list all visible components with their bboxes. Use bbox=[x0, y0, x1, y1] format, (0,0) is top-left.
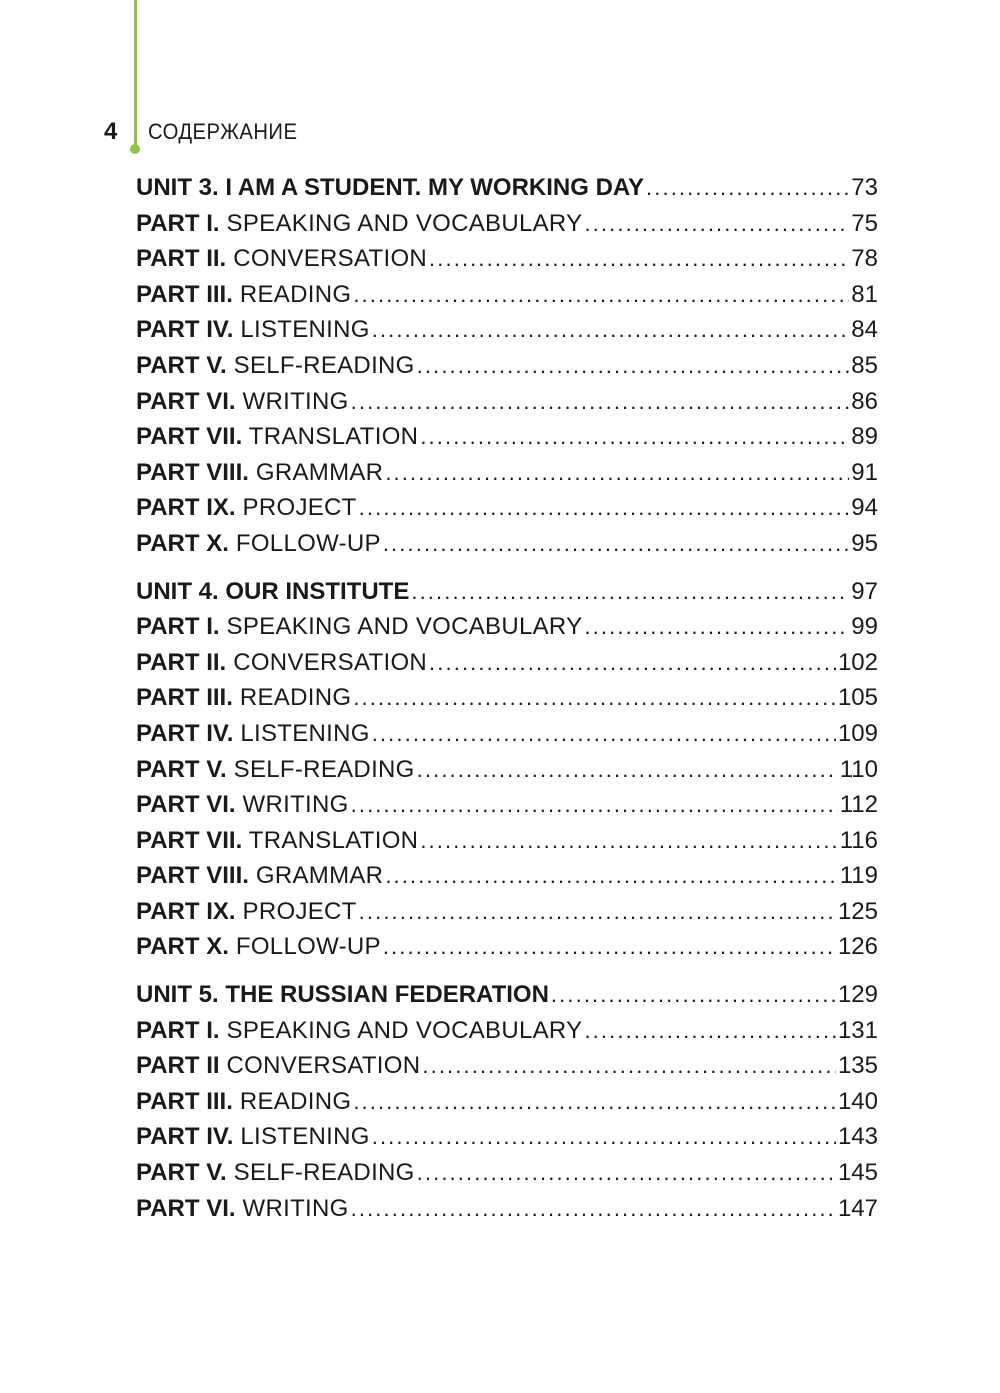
toc-part-entry[interactable] bbox=[136, 419, 878, 455]
page-ref: 94 bbox=[851, 494, 878, 522]
part-title: WRITING bbox=[235, 791, 349, 819]
toc-unit-entry[interactable] bbox=[136, 574, 878, 610]
toc-part-entry[interactable] bbox=[136, 277, 878, 313]
dot-leader bbox=[353, 277, 849, 313]
page-ref: 145 bbox=[837, 1159, 878, 1187]
page-ref: 125 bbox=[837, 897, 878, 925]
dot-leader bbox=[359, 490, 850, 526]
unit-block bbox=[136, 977, 878, 1226]
page-ref: 99 bbox=[851, 613, 878, 641]
dot-leader bbox=[417, 1155, 836, 1191]
dot-leader bbox=[429, 241, 849, 277]
toc-part-entry[interactable] bbox=[136, 206, 878, 242]
part-title: SPEAKING AND VOCABULARY bbox=[219, 1016, 583, 1044]
toc-part-entry[interactable] bbox=[136, 241, 878, 277]
page-ref: 73 bbox=[851, 174, 878, 201]
part-title: CONVERSATION bbox=[226, 245, 428, 273]
toc-part-entry[interactable] bbox=[136, 1119, 878, 1155]
part-number: PART IV. bbox=[136, 316, 234, 344]
page-ref: 147 bbox=[837, 1194, 878, 1222]
dot-leader bbox=[351, 384, 850, 420]
toc-part-entry[interactable] bbox=[136, 716, 878, 752]
part-title: TRANSLATION bbox=[242, 423, 419, 451]
unit-title: UNIT 5. THE RUSSIAN FEDERATION bbox=[136, 981, 549, 1009]
dot-leader bbox=[584, 1013, 836, 1049]
table-of-contents bbox=[136, 170, 878, 1238]
dot-leader bbox=[372, 1119, 836, 1155]
page-ref: 78 bbox=[851, 245, 878, 273]
part-number: PART III. bbox=[136, 684, 233, 712]
part-title: GRAMMAR bbox=[248, 458, 384, 486]
page-ref: 131 bbox=[837, 1016, 878, 1044]
page-ref: 81 bbox=[851, 280, 878, 308]
unit-title: UNIT 4. OUR INSTITUTE bbox=[136, 577, 410, 605]
dot-leader bbox=[359, 894, 836, 930]
part-title: SELF-READING bbox=[226, 755, 415, 783]
toc-part-entry[interactable] bbox=[136, 490, 878, 526]
toc-part-entry[interactable] bbox=[136, 645, 878, 681]
part-title: WRITING bbox=[235, 1194, 349, 1222]
toc-part-entry[interactable] bbox=[136, 1191, 878, 1227]
part-title: LISTENING bbox=[233, 316, 370, 344]
toc-part-entry[interactable] bbox=[136, 609, 878, 645]
toc-unit-entry[interactable] bbox=[136, 977, 878, 1013]
page-ref: 119 bbox=[839, 862, 878, 890]
dot-leader bbox=[422, 1048, 836, 1084]
part-number: PART II bbox=[136, 1052, 220, 1080]
toc-part-entry[interactable] bbox=[136, 858, 878, 894]
part-number: PART II. bbox=[136, 648, 227, 676]
dot-leader bbox=[429, 645, 836, 681]
page-ref: 89 bbox=[851, 423, 878, 451]
dot-leader bbox=[385, 455, 849, 491]
page-ref: 126 bbox=[837, 933, 878, 961]
part-title: FOLLOW-UP bbox=[228, 529, 381, 557]
dot-leader bbox=[411, 574, 849, 610]
part-number: PART III. bbox=[136, 1087, 233, 1115]
toc-part-entry[interactable] bbox=[136, 1013, 878, 1049]
part-number: PART VI. bbox=[136, 387, 236, 415]
dot-leader bbox=[383, 929, 836, 965]
dot-leader bbox=[417, 348, 850, 384]
dot-leader bbox=[420, 823, 837, 859]
part-title: PROJECT bbox=[235, 494, 357, 522]
part-number: PART III. bbox=[136, 280, 233, 308]
toc-part-entry[interactable] bbox=[136, 312, 878, 348]
toc-part-entry[interactable] bbox=[136, 1084, 878, 1120]
part-title: CONVERSATION bbox=[226, 648, 428, 676]
page-ref: 135 bbox=[837, 1052, 878, 1080]
part-title: CONVERSATION bbox=[219, 1052, 421, 1080]
part-title: LISTENING bbox=[233, 1123, 370, 1151]
part-number: PART II. bbox=[136, 245, 227, 273]
toc-part-entry[interactable] bbox=[136, 384, 878, 420]
part-number: PART V. bbox=[136, 755, 227, 783]
part-title: READING bbox=[232, 280, 352, 308]
page-ref: 110 bbox=[839, 755, 878, 783]
part-number: PART V. bbox=[136, 351, 227, 379]
dot-leader bbox=[372, 312, 850, 348]
dot-leader bbox=[417, 752, 838, 788]
dot-leader bbox=[385, 858, 837, 894]
part-number: PART VII. bbox=[136, 826, 243, 854]
dot-leader bbox=[351, 787, 838, 823]
part-number: PART X. bbox=[136, 933, 229, 961]
dot-leader bbox=[584, 609, 849, 645]
page-ref: 86 bbox=[851, 387, 878, 415]
part-number: PART VIII. bbox=[136, 458, 249, 486]
part-title: SELF-READING bbox=[226, 1159, 415, 1187]
toc-part-entry[interactable] bbox=[136, 823, 878, 859]
accent-dot bbox=[130, 144, 140, 154]
dot-leader bbox=[353, 1084, 836, 1120]
dot-leader bbox=[420, 419, 849, 455]
dot-leader bbox=[551, 977, 836, 1013]
unit-block bbox=[136, 170, 878, 562]
part-title: PROJECT bbox=[235, 897, 357, 925]
page-ref: 91 bbox=[851, 458, 878, 486]
part-number: PART I. bbox=[136, 613, 220, 641]
part-title: SPEAKING AND VOCABULARY bbox=[219, 613, 583, 641]
toc-part-entry[interactable] bbox=[136, 752, 878, 788]
part-title: READING bbox=[232, 684, 352, 712]
toc-unit-entry[interactable] bbox=[136, 170, 878, 206]
dot-leader bbox=[372, 716, 836, 752]
part-number: PART IV. bbox=[136, 1123, 234, 1151]
part-number: PART IX. bbox=[136, 897, 236, 925]
toc-part-entry[interactable] bbox=[136, 348, 878, 384]
part-title: WRITING bbox=[235, 387, 349, 415]
dot-leader bbox=[383, 526, 849, 562]
toc-part-entry[interactable] bbox=[136, 787, 878, 823]
unit-block bbox=[136, 574, 878, 966]
part-number: PART I. bbox=[136, 1016, 220, 1044]
page-ref: 140 bbox=[837, 1087, 878, 1115]
unit-title: UNIT 3. I AM A STUDENT. MY WORKING DAY bbox=[136, 174, 645, 201]
part-number: PART VIII. bbox=[136, 862, 249, 890]
page-ref: 109 bbox=[837, 719, 878, 747]
part-title: SPEAKING AND VOCABULARY bbox=[219, 209, 583, 237]
dot-leader bbox=[584, 206, 849, 242]
toc-part-entry[interactable] bbox=[136, 929, 878, 965]
toc-part-entry[interactable] bbox=[136, 680, 878, 716]
dot-leader bbox=[353, 680, 836, 716]
page-ref: 95 bbox=[851, 529, 878, 557]
part-title: GRAMMAR bbox=[248, 862, 384, 890]
part-number: PART I. bbox=[136, 209, 220, 237]
toc-part-entry[interactable] bbox=[136, 1048, 878, 1084]
part-title: LISTENING bbox=[233, 719, 370, 747]
toc-part-entry[interactable] bbox=[136, 455, 878, 491]
page-ref: 105 bbox=[837, 684, 878, 712]
part-title: READING bbox=[232, 1087, 352, 1115]
part-number: PART VII. bbox=[136, 423, 243, 451]
page-number: 4 bbox=[104, 118, 118, 145]
part-title: TRANSLATION bbox=[242, 826, 419, 854]
part-number: PART VI. bbox=[136, 1194, 236, 1222]
part-number: PART IV. bbox=[136, 719, 234, 747]
page-ref: 97 bbox=[851, 577, 878, 605]
part-number: PART X. bbox=[136, 529, 229, 557]
part-title: FOLLOW-UP bbox=[228, 933, 381, 961]
page-ref: 102 bbox=[837, 648, 878, 676]
toc-part-entry[interactable] bbox=[136, 526, 878, 562]
part-number: PART VI. bbox=[136, 791, 236, 819]
page-ref: 116 bbox=[839, 826, 878, 854]
toc-part-entry[interactable] bbox=[136, 1155, 878, 1191]
page-ref: 75 bbox=[851, 209, 878, 237]
part-number: PART V. bbox=[136, 1159, 227, 1187]
part-title: SELF-READING bbox=[226, 351, 415, 379]
page-ref: 112 bbox=[839, 791, 878, 819]
page-ref: 85 bbox=[851, 351, 878, 379]
page-ref: 84 bbox=[851, 316, 878, 344]
toc-part-entry[interactable] bbox=[136, 894, 878, 930]
dot-leader bbox=[351, 1191, 836, 1227]
dot-leader bbox=[646, 170, 849, 206]
section-title: СОДЕРЖАНИЕ bbox=[148, 119, 298, 144]
accent-rule bbox=[134, 0, 137, 148]
page-ref: 143 bbox=[837, 1123, 878, 1151]
page-ref: 129 bbox=[837, 981, 878, 1009]
part-number: PART IX. bbox=[136, 494, 236, 522]
